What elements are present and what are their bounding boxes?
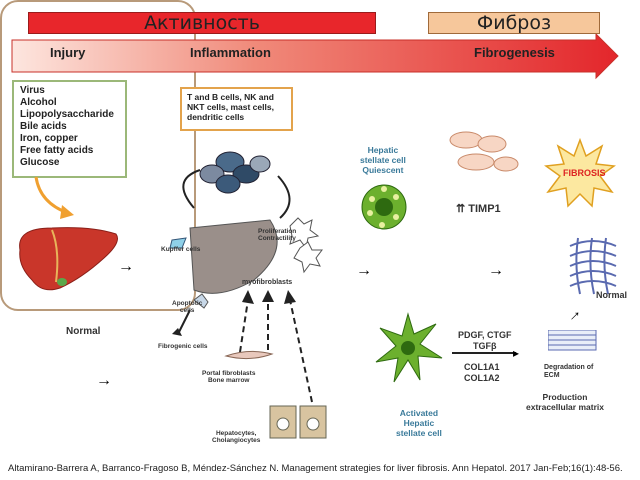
proliferation-label: Proliferation Contractility: [258, 228, 297, 242]
cause-item: Free fatty acids: [20, 145, 94, 156]
fibrosis-label: FIBROSIS: [563, 168, 606, 178]
quiescent-cell-illustration: [360, 183, 410, 233]
collagen-label: COL1A1 COL1A2: [464, 362, 500, 383]
fiber-mesh-illustration: [568, 236, 618, 296]
normal-right-label: Normal: [596, 290, 628, 300]
production-label: Production extracellular matrix: [526, 392, 604, 412]
immune-cells-line: dendritic cells: [187, 112, 245, 122]
portal-label: Portal fibroblasts Bone marrow: [202, 370, 256, 384]
fibrogenic-label: Fibrogenic cells: [158, 343, 208, 350]
immune-cells-line: NKT cells, mast cells,: [187, 102, 274, 112]
stage-inflammation: Inflammation: [190, 45, 271, 60]
apoptotic-label: Apoptotic cells: [172, 300, 203, 314]
activated-label: Activated Hepatic stellate cell: [396, 408, 442, 438]
quiescent-label: Hepatic stellate cell Quiescent: [360, 145, 406, 175]
myofibroblasts-label: myofibroblasts: [242, 279, 293, 286]
immune-cells-line: T and B cells, NK and: [187, 92, 274, 102]
timp-label: ⇈ TIMP1: [456, 203, 501, 215]
causes-arrow: [30, 175, 80, 225]
arrow-right-icon: →: [488, 262, 504, 279]
hepatocytes-label: Hepatocytes, Cholangiocytes: [212, 430, 261, 444]
arrow-right-icon: ▸: [513, 346, 520, 360]
cause-item: Lipopolysaccharide: [20, 109, 114, 120]
arrow-up-icon: →: [561, 302, 586, 327]
stage-fibrogenesis: Fibrogenesis: [474, 45, 555, 60]
degradation-label: Degradation of ECM: [544, 364, 594, 379]
arrow-right-icon: →: [96, 372, 112, 389]
cause-item: Iron, copper: [20, 133, 78, 144]
mediators-label: PDGF, CTGF TGFβ: [458, 330, 512, 351]
mechanism-illustration: [150, 140, 340, 440]
citation: Altamirano-Barrera A, Barranco-Fragoso B, Méndez-Sánchez N. Management strategies for liver fibrosis. Ann Hepatol. 2017 Jan-Feb;16(1):48-56.: [8, 463, 623, 474]
activated-cell-illustration: [374, 306, 444, 386]
cause-item: Bile acids: [20, 121, 67, 132]
kupffer-label: Kupffer cells: [161, 246, 201, 253]
liver-normal-label: Normal: [66, 326, 101, 337]
arrow-right-icon: →: [118, 258, 134, 275]
cause-item: Virus: [20, 85, 45, 96]
causes-box: [12, 80, 127, 178]
immune-cells-box: [180, 87, 293, 131]
ecm-illustration: [548, 330, 598, 352]
cells-cluster-illustration: [446, 128, 526, 178]
stage-injury: Injury: [50, 45, 86, 60]
cause-item: Alcohol: [20, 97, 57, 108]
cause-item: Glucose: [20, 157, 60, 168]
fibrosis-header: Фиброз: [428, 12, 600, 34]
mediator-arrow: [452, 352, 516, 354]
arrow-right-icon: →: [356, 262, 372, 279]
activity-header: Активность: [28, 12, 376, 34]
liver-illustration: [12, 220, 122, 300]
